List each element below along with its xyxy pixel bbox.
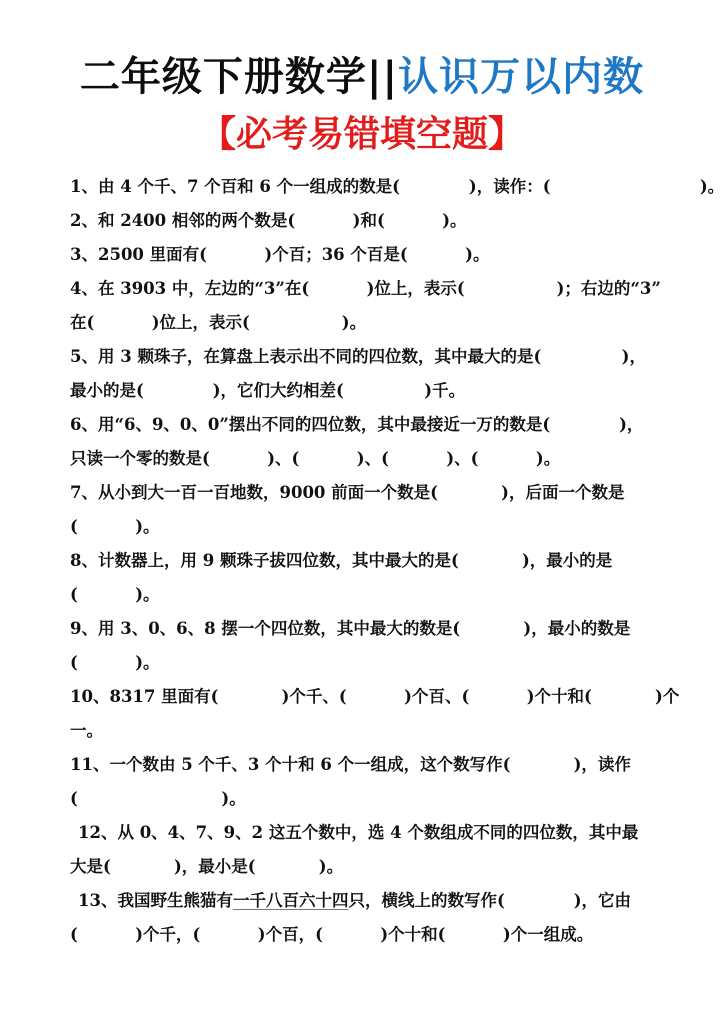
- title-topic: 认识万以内数: [398, 54, 645, 100]
- question-line: 11、一个数由 5 个千、3 个十和 6 个一组成，这个数写作( )，读作: [70, 755, 631, 774]
- question-5: [70, 340, 670, 408]
- question-line: 4、在 3903 中，左边的“3”在( )位上，表示( )；右边的“3”: [70, 279, 661, 298]
- question-line: 3、2500 里面有( )个百；36 个百是( )。: [70, 245, 490, 264]
- question-line: 一。: [70, 721, 103, 740]
- title-grade: 二年级下册数学||: [79, 54, 399, 100]
- question-1: [70, 170, 724, 204]
- question-3: [70, 238, 670, 272]
- question-13: [70, 884, 670, 952]
- question-10: [70, 680, 680, 748]
- page-subtitle: 【必考易错填空题】: [199, 114, 524, 155]
- question-line: 在( )位上，表示( )。: [70, 313, 367, 332]
- question-line: 2、和 2400 相邻的两个数是( )和( )。: [70, 211, 467, 230]
- question-text: 13、我国野生熊猫有: [78, 891, 233, 910]
- question-line: 7、从小到大一百一百地数，9000 前面一个数是( )，后面一个数是: [70, 483, 625, 502]
- question-line: 12、从 0、4、7、9、2 这五个数中，选 4 个数组成不同的四位数，其中最: [78, 823, 639, 842]
- question-2: [70, 204, 670, 238]
- question-line: ( )。: [70, 517, 160, 536]
- page-title: [0, 52, 724, 102]
- question-line: ( )。: [70, 789, 246, 808]
- question-6: [70, 408, 670, 476]
- question-8: [70, 544, 670, 612]
- question-line: 5、用 3 颗珠子，在算盘上表示出不同的四位数，其中最大的是( )，: [70, 347, 646, 366]
- question-line: 最小的是( )，它们大约相差( )千。: [70, 381, 466, 400]
- question-line: 只读一个零的数是( )、( )、( )、( )。: [70, 449, 561, 468]
- question-line: [70, 884, 670, 918]
- question-9: [70, 612, 670, 680]
- question-4: [70, 272, 670, 340]
- question-text: 只，横线上的数写作( )，它由: [348, 891, 632, 910]
- question-line: 9、用 3、0、6、8 摆一个四位数，其中最大的数是( )，最小的数是: [70, 619, 631, 638]
- question-line: 6、用“6、9、0、0”摆出不同的四位数，其中最接近一万的数是( )，: [70, 415, 644, 434]
- question-12: [70, 816, 670, 884]
- question-line: ( )个千，( )个百，( )个十和( )个一组成。: [70, 925, 594, 944]
- question-7: [70, 476, 670, 544]
- question-11: [70, 748, 670, 816]
- underlined-number-text: 一千八百六十四: [232, 891, 349, 910]
- question-line: 1、由 4 个千、7 个百和 6 个一组成的数是( )，读作：( )。: [70, 177, 724, 196]
- question-line: 8、计数器上，用 9 颗珠子拔四位数，其中最大的是( )，最小的是: [70, 551, 613, 570]
- question-line: ( )。: [70, 653, 160, 672]
- question-list: [70, 170, 724, 952]
- question-line: 大是( )，最小是( )。: [70, 857, 344, 876]
- question-line: ( )。: [70, 585, 160, 604]
- question-line: 10、8317 里面有( )个千、( )个百、( )个十和( )个: [70, 687, 680, 706]
